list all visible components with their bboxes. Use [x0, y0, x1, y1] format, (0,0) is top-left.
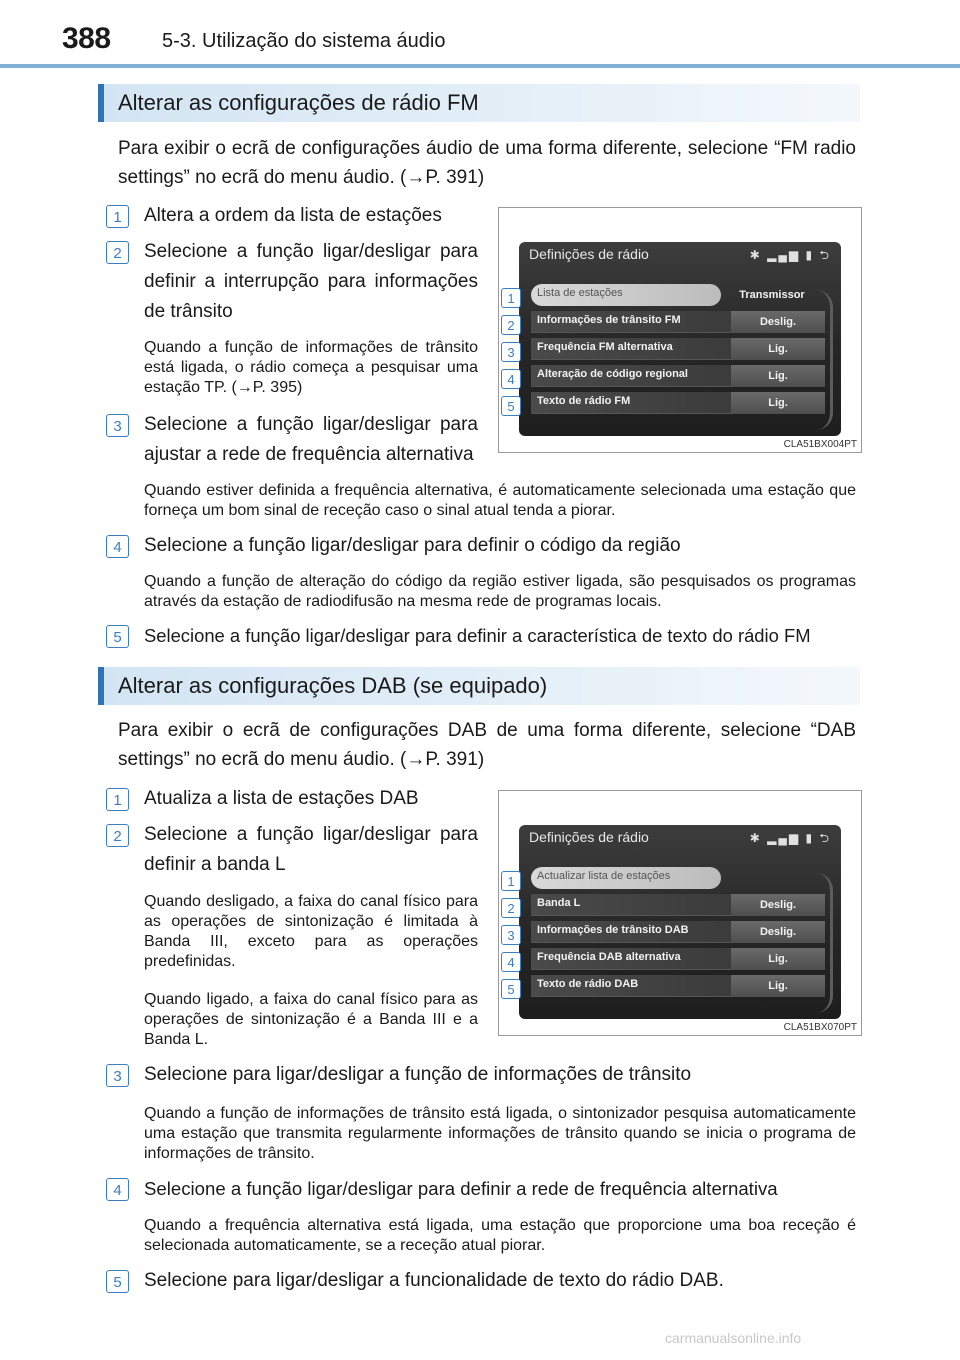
dab-item-4-text: Selecione a função ligar/desligar para definir a rede de frequência alternativa — [144, 1178, 778, 1199]
dab-settings-screenshot — [498, 790, 862, 1036]
fm-figure-code: CLA51BX004PT — [783, 439, 857, 450]
fm-callout-2: 2 — [501, 315, 521, 335]
dab-item-2-badge: 2 — [106, 824, 129, 847]
dab-row-update-list[interactable]: Actualizar lista de estações — [531, 867, 721, 889]
dab-item-4-badge: 4 — [106, 1178, 129, 1201]
fm-intro: Para exibir o ecrã de configurações áudio de uma forma diferente, selecione “FM radio settings” no ecrã do menu áudio. (→P. 391) — [118, 138, 856, 188]
dab-screen-title: Definições de rádio — [529, 829, 649, 845]
fm-item-4-text: Selecione a função ligar/desligar para definir o código da região — [144, 535, 681, 556]
fm-row-alt-freq[interactable]: Frequência FM alternativa Lig. — [531, 338, 823, 360]
page-number: 388 — [62, 22, 111, 55]
dab-item-3-badge: 3 — [106, 1064, 129, 1087]
fm-item-5-badge: 5 — [106, 625, 129, 648]
dab-callout-5: 5 — [501, 979, 521, 999]
dab-callout-1: 1 — [501, 871, 521, 891]
dab-item-2-text: Selecione a função ligar/desligar para definir a banda L — [144, 824, 478, 875]
dab-item-5-badge: 5 — [106, 1270, 129, 1293]
fm-screen-title: Definições de rádio — [529, 246, 649, 262]
dab-item-2-note-1: Quando desligado, a faixa do canal físico para as operações de sintonização é limitada à Banda III, exceto para as operações predefinidas. — [144, 893, 478, 970]
fm-callout-3: 3 — [501, 342, 521, 362]
fm-settings-screenshot — [498, 207, 862, 453]
dab-figure-code: CLA51BX070PT — [783, 1022, 857, 1033]
dab-item-3-text: Selecione para ligar/desligar a função de informações de trânsito — [144, 1064, 692, 1085]
fm-item-4-badge: 4 — [106, 535, 129, 558]
fm-callout-1: 1 — [501, 288, 521, 308]
fm-row-station-list-value: Transmissor — [739, 289, 805, 301]
fm-item-3-badge: 3 — [106, 414, 129, 437]
dab-item-4-note: Quando a frequência alternativa está ligada, uma estação que proporcione uma boa receção é selecionada automaticamente, se a receção atual piorar. — [144, 1217, 856, 1254]
dab-callout-3: 3 — [501, 925, 521, 945]
fm-item-2-note: Quando a função de informações de trânsito está ligada, o rádio começa a pesquisar uma estação TP. (→P. 395) — [144, 339, 478, 396]
fm-radio-screen — [519, 242, 841, 436]
header-rule — [0, 64, 960, 68]
dab-item-5-text: Selecione para ligar/desligar a funcionalidade de texto do rádio DAB. — [144, 1270, 724, 1291]
watermark: carmanualsonline.info — [665, 1330, 802, 1346]
fm-item-2-text: Selecione a função ligar/desligar para definir a interrupção para informações de trânsito — [144, 241, 478, 322]
chapter-title: 5-3. Utilização do sistema áudio — [162, 30, 446, 52]
fm-item-1-text: Altera a ordem da lista de estações — [144, 205, 442, 226]
fm-item-2-badge: 2 — [106, 241, 129, 264]
dab-item-3-note: Quando a função de informações de trânsito está ligada, o sintonizador pesquisa automaticamente uma estação que transmita regularmente informações de trânsito quando se inicia o programa de informações de trânsito. — [144, 1105, 856, 1162]
dab-item-1-text: Atualiza a lista de estações DAB — [144, 788, 419, 809]
fm-callout-5: 5 — [501, 396, 521, 416]
dab-callout-4: 4 — [501, 952, 521, 972]
dab-row-traffic-info[interactable]: Informações de trânsito DAB Deslig. — [531, 921, 823, 943]
fm-item-3-note: Quando estiver definida a frequência alternativa, é automaticamente selecionada uma estação que forneça um bom sinal de receção caso o sinal atual tenda a piorar. — [144, 482, 856, 519]
fm-item-3-text: Selecione a função ligar/desligar para ajustar a rede de frequência alternativa — [144, 414, 478, 465]
dab-intro: Para exibir o ecrã de configurações DAB de uma forma diferente, selecione “DAB settings” no ecrã do menu áudio. (→P. 391) — [118, 720, 856, 770]
fm-row-traffic-info[interactable]: Informações de trânsito FM Deslig. — [531, 311, 823, 333]
section-header-dab: Alterar as configurações DAB (se equipado) — [98, 667, 860, 705]
dab-callout-2: 2 — [501, 898, 521, 918]
fm-row-region-code[interactable]: Alteração de código regional Lig. — [531, 365, 823, 387]
fm-row-station-list[interactable]: Lista de estações — [531, 284, 721, 306]
fm-item-4-note: Quando a função de alteração do código da região estiver ligada, são pesquisados os programas através da estação de radiodifusão na mesma rede de programas locais. — [144, 573, 856, 610]
fm-item-1-badge: 1 — [106, 205, 129, 228]
status-icons: ✱ ▂▄▆ ▮ ⮌ — [749, 831, 831, 845]
dab-row-alt-freq[interactable]: Frequência DAB alternativa Lig. — [531, 948, 823, 970]
status-icons: ✱ ▂▄▆ ▮ ⮌ — [749, 248, 831, 262]
fm-item-5-text: Selecione a função ligar/desligar para definir a característica de texto do rádio FM — [144, 625, 811, 646]
dab-item-1-badge: 1 — [106, 788, 129, 811]
dab-item-2-note-2: Quando ligado, a faixa do canal físico para as operações de sintonização é a Banda III e a Banda L. — [144, 991, 478, 1048]
fm-row-radio-text[interactable]: Texto de rádio FM Lig. — [531, 392, 823, 414]
dab-radio-screen — [519, 825, 841, 1019]
fm-callout-4: 4 — [501, 369, 521, 389]
dab-row-radio-text[interactable]: Texto de rádio DAB Lig. — [531, 975, 823, 997]
dab-row-l-band[interactable]: Banda L Deslig. — [531, 894, 823, 916]
section-header-fm: Alterar as configurações de rádio FM — [98, 84, 860, 122]
